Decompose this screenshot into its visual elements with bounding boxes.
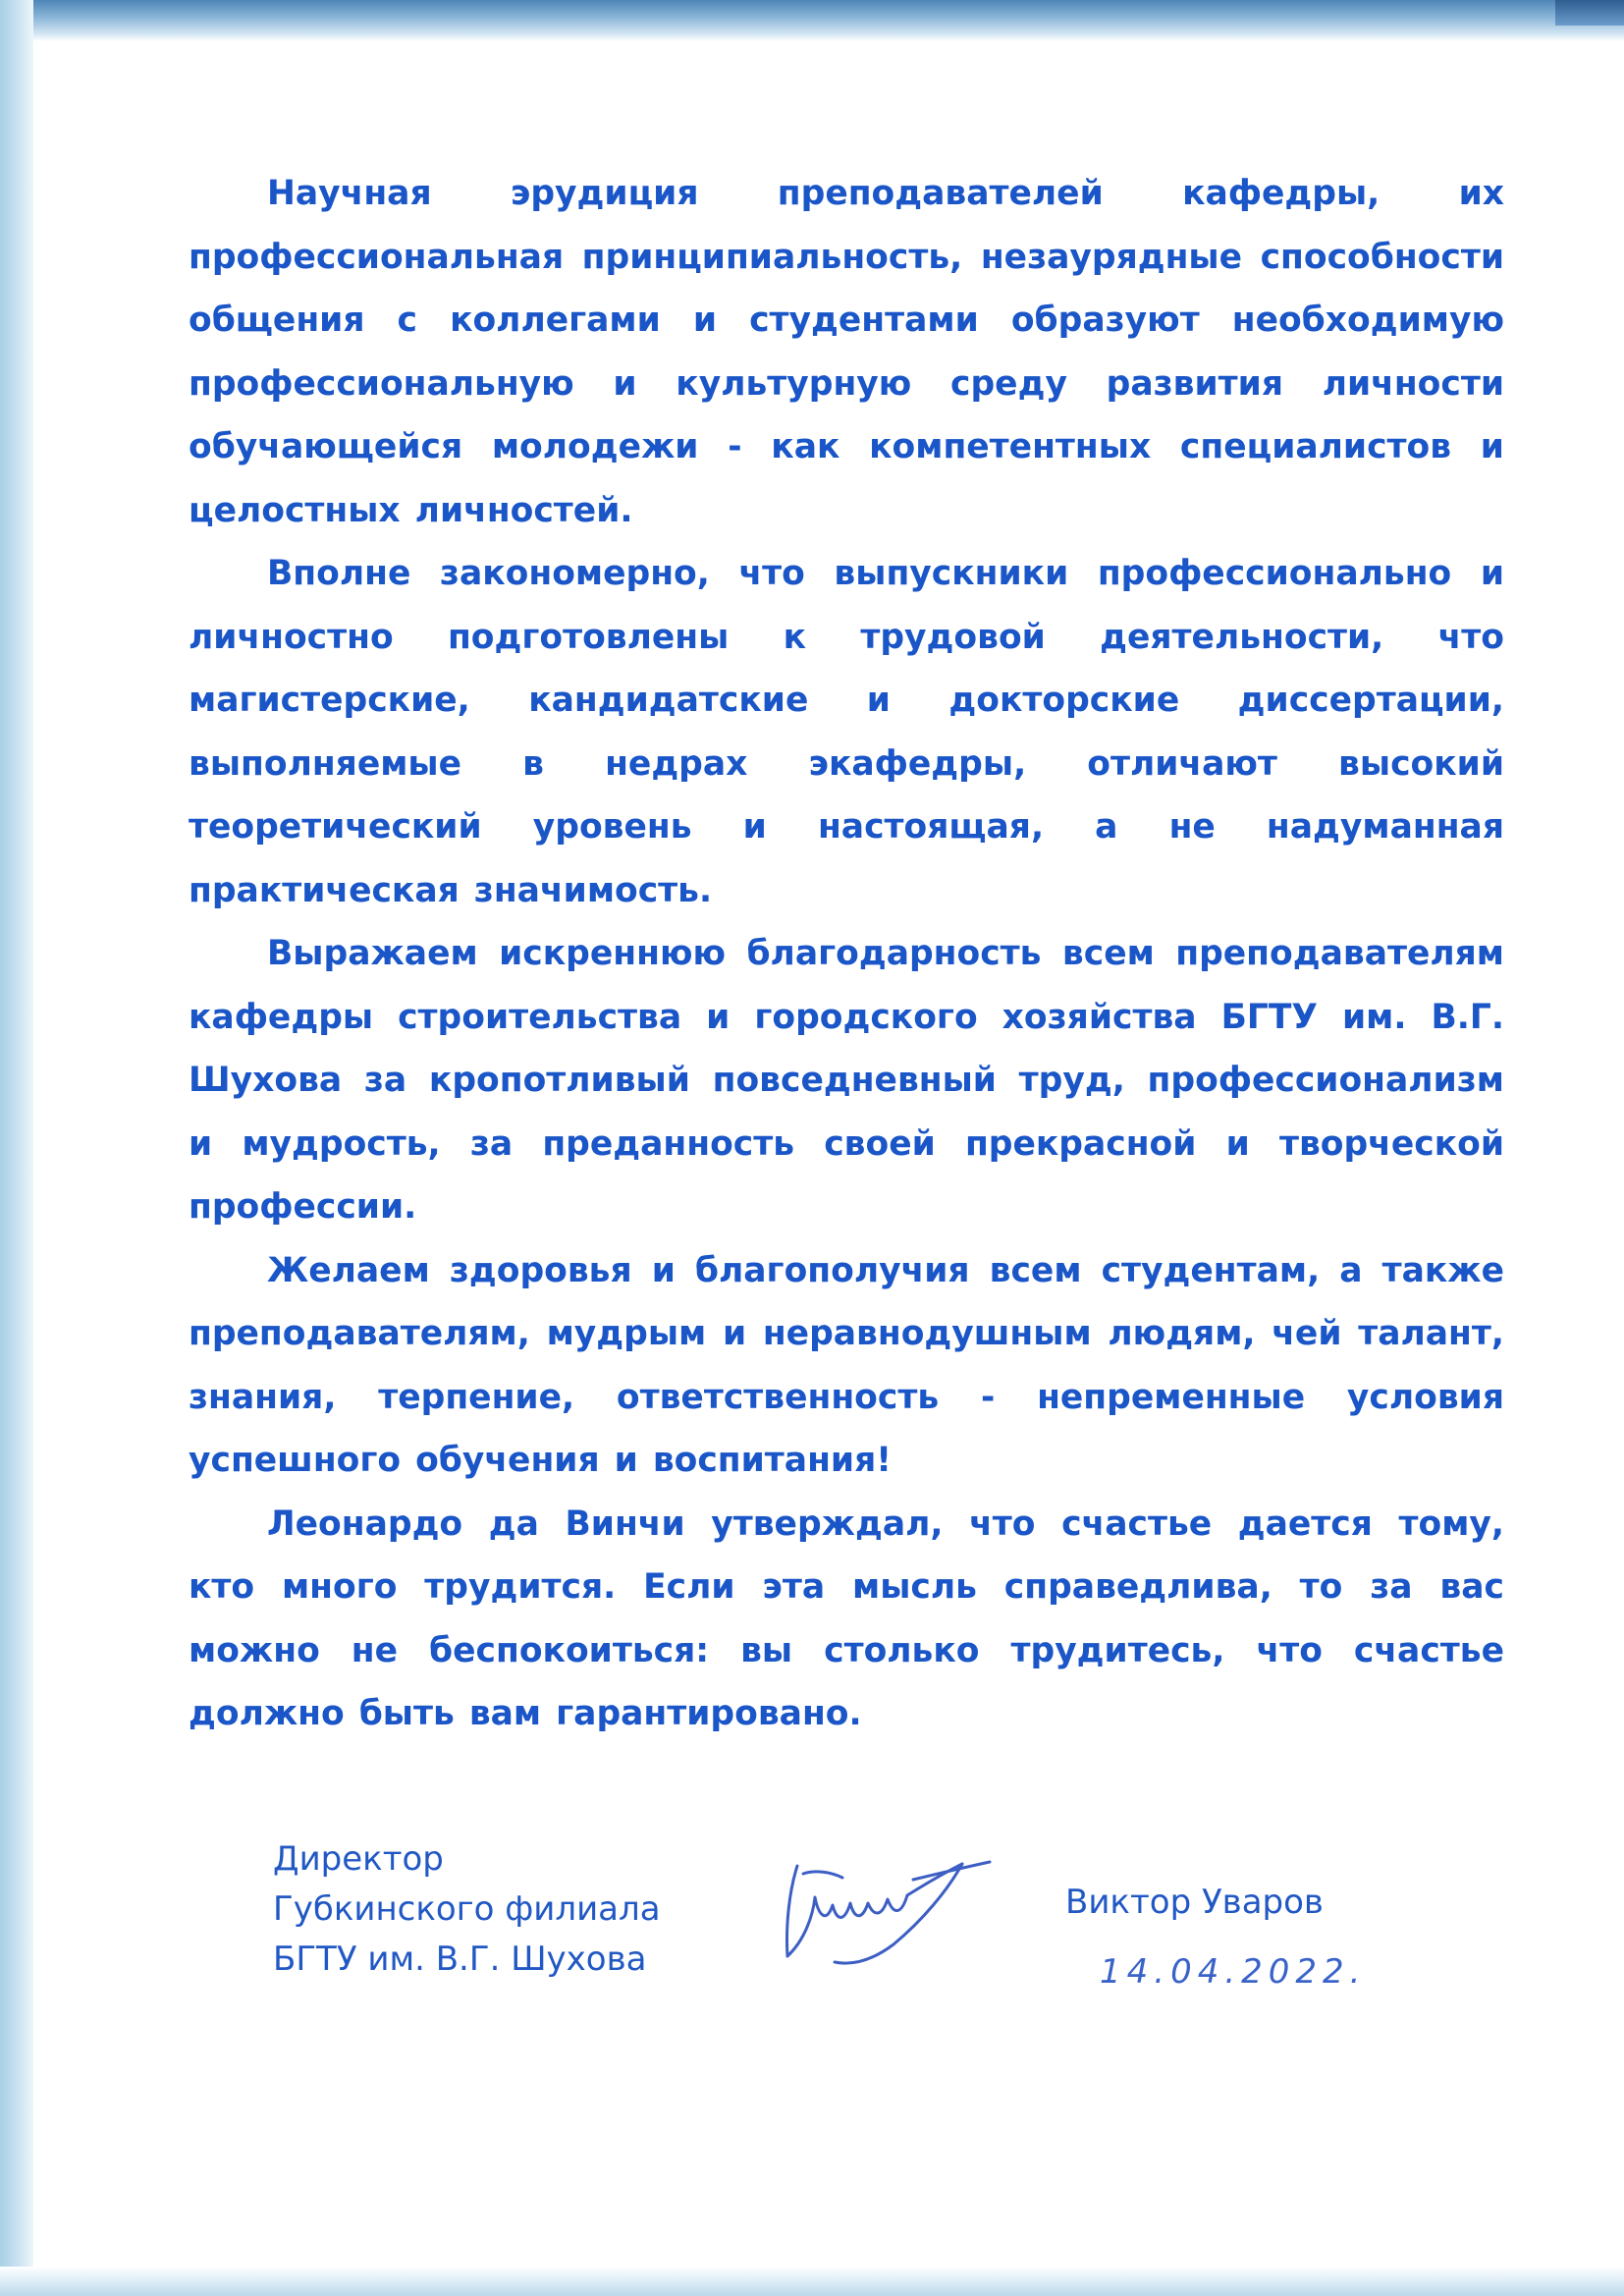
scan-corner-top-right: [1555, 0, 1624, 26]
letter-paragraph-4: Желаем здоровья и благополучия всем студентам, а также преподавателям, мудрым и неравнодушным людям, чей талант, знания, терпение, ответственность - непременные условия успешного обучения и воспитания!: [189, 1250, 1504, 1480]
signatory-name: Виктор Уваров: [1065, 1883, 1324, 1922]
scan-edge-left: [0, 0, 33, 2296]
signatory-position-line-3: БГТУ им. В.Г. Шухова: [273, 1940, 647, 1979]
letter-paragraph-3: Выражаем искреннюю благодарность всем преподавателям кафедры строительства и городского хозяйства БГТУ им. В.Г. Шухова за кропотливый повседневный труд, профессионализм и мудрость, за преданность своей прекрасной и творческой профессии.: [189, 934, 1504, 1227]
letter-paragraph-1: Научная эрудиция преподавателей кафедры, их профессиональная принципиальность, незаурядные способности общения с коллегами и студентами образуют необходимую профессиональную и культурную среду развития личности обучающейся молодежи - как компетентных специалистов и целостных личностей.: [189, 174, 1504, 530]
handwritten-signature-icon: [776, 1846, 1021, 1974]
signatory-position-line-2: Губкинского филиала: [273, 1889, 661, 1929]
signatory-position: [273, 1834, 661, 1985]
letter-paragraph-2: Вполне закономерно, что выпускники профессионально и личностно подготовлены к трудовой деятельности, что магистерские, кандидатские и докторские диссертации, выполняемые в недрах экафедры, отличают высокий теоретический уровень и настоящая, а не надуманная практическая значимость.: [189, 554, 1504, 910]
letter-paragraph-5: Леонардо да Винчи утверждал, что счастье дается тому, кто много трудится. Если эта мысль справедлива, то за вас можно не беспокоиться: вы столько трудитесь, что счастье должно быть вам гарантировано.: [189, 1503, 1504, 1733]
signatory-position-line-1: Директор: [273, 1839, 444, 1879]
handwritten-date: 14.04.2022.: [1100, 1952, 1367, 1992]
letter-body: [189, 162, 1504, 1746]
scan-edge-top: [0, 0, 1624, 41]
scan-edge-bottom: [0, 2267, 1624, 2296]
